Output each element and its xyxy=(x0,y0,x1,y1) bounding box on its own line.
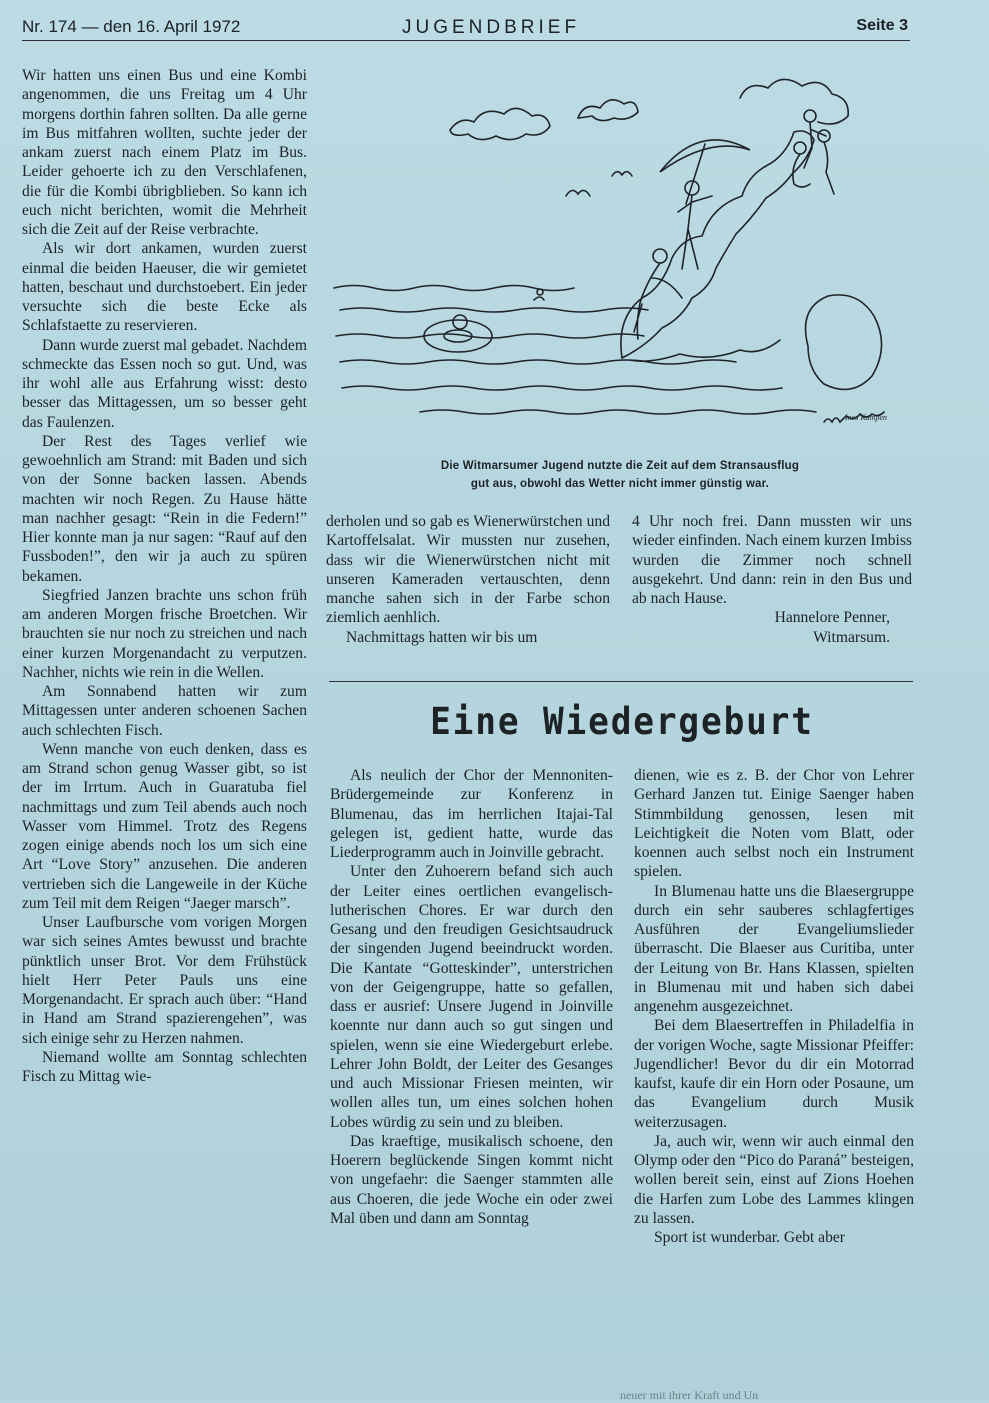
author-name: Hannelore Penner, xyxy=(774,609,890,627)
article2-column-1 xyxy=(330,766,613,1228)
article1-column-3 xyxy=(632,512,912,647)
paragraph: 4 Uhr noch frei. Dann mussten wir uns wieder einfinden. Nach einem kurzen Imbiss wurden die Zimmer noch schnell ausgekehrt. Und dann: rein in den Bus und ab nach Hause. xyxy=(632,513,912,607)
paragraph: Siegfried Janzen brachte uns schon früh am anderen Morgen frische Broetchen. Wir brauchten sie nur noch zu streichen und nach einer kurzen Morgenandacht zu verputzen. Nachher, nichts wie rein in die Wellen. xyxy=(22,586,307,681)
paragraph: Nachmittags hatten wir bis um xyxy=(346,628,538,646)
page-number: Seite 3 xyxy=(856,17,908,34)
paragraph: Unter den Zuhoerern befand sich auch der Leiter eines oertlichen evangelisch-lutherischen Chores. Er war durch den Gesang und den freudigen Gesichtsaudruck der singenden Jugend beeindruckt worden. Die Kantate “Gotteskinder”, unterstrichen von der Geigengruppe, hatte so gefallen, dass er ausrief: Unsere Jugend in Joinville koennte nur dann auch so gut singen und spielen, wenn sie eine Wiedergeburt erlebe. Lehrer John Boldt, der Leiter des Gesanges und auch Missionar Friesen meinten, wir wollen alles tun, um eines solchen hohen Lobes würdig zu sein und zu bleiben. xyxy=(330,863,613,1131)
paragraph: Wenn manche von euch denken, dass es am Strand schon genug Wasser gibt, so ist der im Irrtum. Auch in Guaratuba fiel nachmittags und zum Teil abends auch noch Wasser vom Himmel. Trotz des Regens zogen einige abends noch los um sich eine Art “Love Story” anzusehen. Die anderen vertrieben sich die Langeweile in der Küche zum Teil mit dem Reigen “Jaeger marsch”. xyxy=(22,740,307,912)
paragraph: Ja, auch wir, wenn wir auch einmal den Olymp oder den “Pico do Paraná” besteigen, wollen bereit sein, einst auf Zions Hoehen die Harfen zum Lobe des Lammes klingen zu lassen. xyxy=(634,1132,914,1227)
page-header xyxy=(22,14,910,41)
paragraph: Als wir dort ankamen, wurden zuerst einmal die beiden Haeuser, die wir gemietet hatten, beschaut und durchstoebert. Ein jeder versuchte sich die beste Ecke als Schlafstaette zu reservieren. xyxy=(22,240,307,335)
article1-column-1 xyxy=(22,66,307,1086)
paragraph: Dann wurde zuerst mal gebadet. Nachdem schmeckte das Essen noch so gut. Und, was ihr wohl alle aus Erfahrung wisst: desto besser das Mittagessen, um so besser geht das Faulenzen. xyxy=(22,336,307,431)
paragraph: Unser Laufbursche vom vorigen Morgen war sich seines Amtes bewusst und brachte pünktlich unser Brot. Vor dem Frühstück hielt Herr Peter Pauls uns eine Morgenandacht. Er sprach auch über: “Hand in Hand am Strand spazierengehen”, was sich einige sehr zu Herzen nahmen. xyxy=(22,914,307,1047)
paragraph: Bei dem Blaesertreffen in Philadelfia in der vorigen Woche, sagte Missionar Pfeiffer: Jugendlicher! Bevor du dir ein Motorrad kaufst, kaufe dir ein Horn oder Posaune, um das Evangelium durch Musik weiterzusagen. xyxy=(634,1017,914,1131)
author-place: Witmarsum. xyxy=(813,628,890,646)
section-divider xyxy=(329,681,913,682)
paragraph: dienen, wie es z. B. der Chor von Lehrer Gerhard Janzen tut. Einige Saenger haben Stimmbildung genossen, lesen mit Leichtigkeit die Noten vom Blatt, oder koennen auch selbst noch ein Instrument spielen. xyxy=(634,767,914,881)
article2-column-2 xyxy=(634,766,914,1247)
newspaper-title: JUGENDBRIEF xyxy=(402,17,581,38)
caption-line: Die Witmarsumer Jugend nutzte die Zeit auf dem Stransausflug xyxy=(440,460,800,472)
next-page-bleed-text: neuer mit ihrer Kraft und Un xyxy=(620,1388,759,1402)
caption-line: gut aus, obwohl das Wetter nicht immer günstig war. xyxy=(470,478,770,490)
paragraph: Der Rest des Tages verlief wie gewoehnlich am Strand: mit Baden und sich von der Sonne backen lassen. Abends machten wir noch Regen. Zu Hause hätte man nachher gesagt: “Rein in die Federn!” Hier konnte man ja nur sagen: “Rauf auf den Fussboden!”, den wir ja auch zu spüren bekamen. xyxy=(22,432,307,585)
issue-date: Nr. 174 — den 16. April 1972 xyxy=(22,17,241,36)
article1-column-2 xyxy=(326,512,610,647)
beach-illustration xyxy=(330,78,910,446)
paragraph: Wir hatten uns einen Bus und eine Kombi angenommen, die uns Freitag um 4 Uhr morgens dorthin fahren sollten. Da alle gerne im Bus mitfahren wollten, suchte jeder der ankam zuerst nach einem Platz im Bus. Leider gehoerte ich zu den Verschlafenen, die für die Kombi übrigblieben. So kann ich euch nicht berichten, womit die Mehrheit sich die Zeit auf der Reise verbrachte. xyxy=(22,67,307,238)
paragraph: Niemand wollte am Sonntag schlechten Fisch zu Mittag wie- xyxy=(22,1048,307,1085)
paragraph: Als neulich der Chor der Mennoniten-Brüdergemeinde zur Konferenz in Blumenau, das im herrlichen Itajai-Tal gelegen ist, gedient hatte, wurde das Liederprogramm auch in Joinville gebracht. xyxy=(330,767,613,861)
artist-signature: Ines Kampen xyxy=(845,413,887,422)
paragraph: Das kraeftige, musikalisch schoene, den Hoerern beglückende Singen kommt nicht von ungefaehr: die Saenger stammten alle aus Choeren, die jede Woche ein oder zwei Mal üben und dann am Sonntag xyxy=(330,1132,613,1227)
figure-caption xyxy=(340,457,900,493)
paragraph: Am Sonnabend hatten wir zum Mittagessen unter anderen schoenen Sachen auch schlechten Fisch. xyxy=(22,683,307,739)
paragraph: Sport ist wunderbar. Gebt aber xyxy=(654,1229,845,1246)
paragraph: In Blumenau hatte uns die Blaesergruppe durch ein sehr sauberes schlagfertiges Ausführen der Evangeliumslieder überrascht. Die Blaeser aus Curitiba, unter der Leitung von Br. Hans Klassen, spielten in Blumenau mit und haben sich dabei angenehm ausgezeichnet. xyxy=(634,882,914,1015)
article2-headline: Eine Wiedergeburt xyxy=(430,700,814,743)
paragraph: derholen und so gab es Wienerwürstchen und Kartoffelsalat. Wir mussten nur zusehen, dass wir die Wienerwürstchen nicht mit unseren Kameraden vertauschten, denn manche sahen sich in der Farbe schon ziemlich aenhlich. xyxy=(326,513,610,627)
